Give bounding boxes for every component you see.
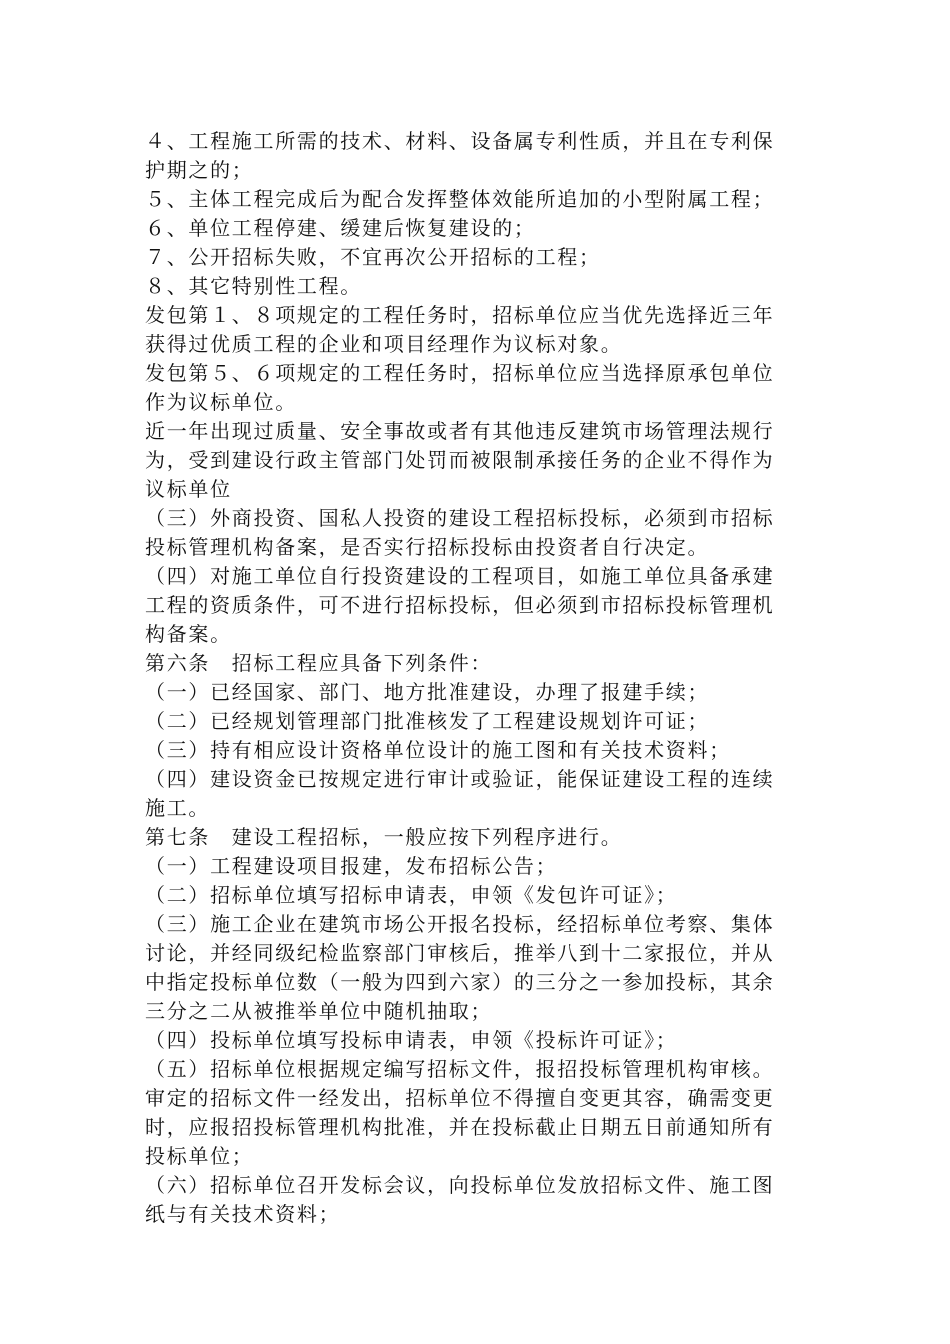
- text-line: （三）持有相应设计资格单位设计的施工图和有关技术资料；: [145, 738, 731, 762]
- text-line: 审定的招标文件一经发出，招标单位不得擅自变更其容，确需变更: [145, 1086, 775, 1110]
- text-line: 投标单位；: [145, 1144, 254, 1168]
- text-line: ５、主体工程完成后为配合发挥整体效能所追加的小型附属工程；: [145, 187, 775, 211]
- text-line: 讨论，并经同级纪检监察部门审核后，推举八到十二家报位，并从: [145, 941, 775, 965]
- text-line: 投标管理机构备案，是否实行招标投标由投资者自行决定。: [145, 535, 710, 559]
- text-line: 发包第５、６项规定的工程任务时，招标单位应当选择原承包单位: [145, 361, 775, 385]
- text-line: 中指定投标单位数（一般为四到六家）的三分之一参加投标，其余: [145, 970, 775, 994]
- text-line: ４、工程施工所需的技术、材料、设备属专利性质，并且在专利保: [145, 129, 775, 153]
- text-line: （四）对施工单位自行投资建设的工程项目，如施工单位具备承建: [145, 564, 775, 588]
- text-line: 护期之的；: [145, 158, 254, 182]
- text-line: （四）建设资金已按规定进行审计或验证，能保证建设工程的连续: [145, 767, 775, 791]
- text-line: 纸与有关技术资料；: [145, 1202, 341, 1226]
- text-line: （三）外商投资、国私人投资的建设工程招标投标，必须到市招标: [145, 506, 775, 530]
- text-line: （二）已经规划管理部门批准核发了工程建设规划许可证；: [145, 709, 710, 733]
- text-line: 三分之二从被推举单位中随机抽取；: [145, 999, 493, 1023]
- text-line: （一）已经国家、部门、地方批准建设，办理了报建手续；: [145, 680, 710, 704]
- article-heading: 第六条 招标工程应具备下列条件：: [145, 651, 493, 675]
- text-line: ８、其它特别性工程。: [145, 274, 362, 298]
- text-line: 时，应报招投标管理机构批准，并在投标截止日期五日前通知所有: [145, 1115, 775, 1139]
- text-line: （六）招标单位召开发标会议，向投标单位发放招标文件、施工图: [145, 1173, 775, 1197]
- article-heading: 第七条 建设工程招标，一般应按下列程序进行。: [145, 825, 623, 849]
- text-line: （一）工程建设项目报建，发布招标公告；: [145, 854, 558, 878]
- text-line: 议标单位: [145, 477, 232, 501]
- text-line: （二）招标单位填写招标申请表，申领《发包许可证》；: [145, 883, 678, 907]
- text-line: （五）招标单位根据规定编写招标文件，报招投标管理机构审核。: [145, 1057, 775, 1081]
- text-line: 获得过优质工程的企业和项目经理作为议标对象。: [145, 332, 623, 356]
- text-line: 构备案。: [145, 622, 232, 646]
- text-line: （四）投标单位填写投标申请表，申领《投标许可证》；: [145, 1028, 678, 1052]
- text-line: ６、单位工程停建、缓建后恢复建设的；: [145, 216, 536, 240]
- text-line: 为，受到建设行政主管部门处罚而被限制承接任务的企业不得作为: [145, 448, 775, 472]
- text-line: 工程的资质条件，可不进行招标投标，但必须到市招标投标管理机: [145, 593, 775, 617]
- document-page: [145, 127, 813, 1229]
- text-line: 施工。: [145, 796, 211, 820]
- text-line: 发包第１、８项规定的工程任务时，招标单位应当优先选择近三年: [145, 303, 775, 327]
- text-line: （三）施工企业在建筑市场公开报名投标，经招标单位考察、集体: [145, 912, 775, 936]
- text-line: ７、公开招标失败，不宜再次公开招标的工程；: [145, 245, 601, 269]
- text-line: 近一年出现过质量、安全事故或者有其他违反建筑市场管理法规行: [145, 419, 775, 443]
- text-line: 作为议标单位。: [145, 390, 297, 414]
